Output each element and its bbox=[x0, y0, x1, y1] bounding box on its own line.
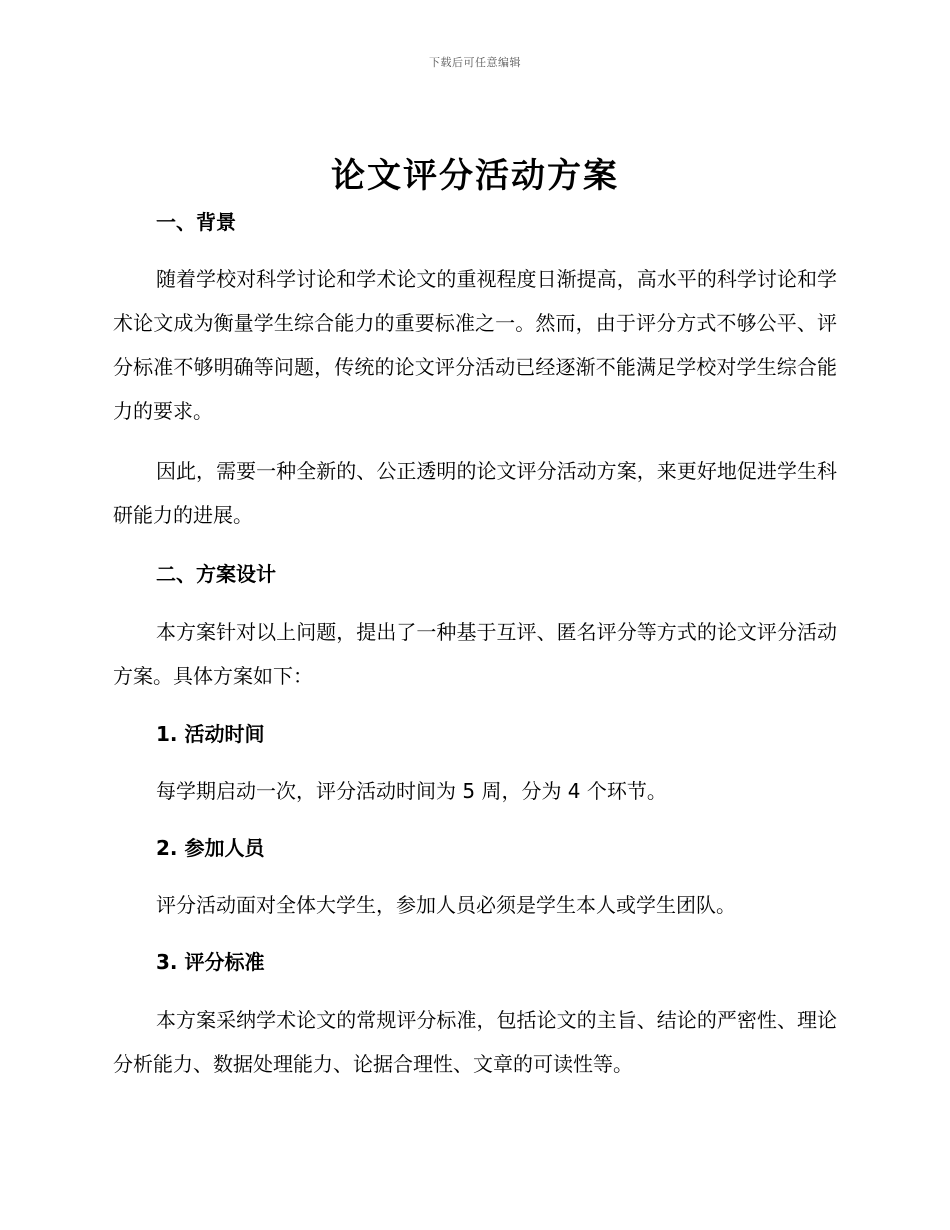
background-paragraph-2: 因此，需要一种全新的、公正透明的论文评分活动方案，来更好地促进学生科研能力的进展。 bbox=[113, 459, 837, 527]
item-text-activity-time: 每学期启动一次，评分活动时间为 5 周，分为 4 个环节。 bbox=[156, 779, 667, 803]
background-paragraph-1: 随着学校对科学讨论和学术论文的重视程度日渐提高，高水平的科学讨论和学术论文成为衡量学生综合能力的重要标准之一。然而，由于评分方式不够公平、评分标准不够明确等问题，传统的论文评分活动已经逐渐不能满足学校对学生综合能力的要求。 bbox=[113, 267, 837, 423]
item-text-scoring-criteria: 本方案采纳学术论文的常规评分标准，包括论文的主旨、结论的严密性、理论分析能力、数据处理能力、论据合理性、文章的可读性等。 bbox=[113, 1008, 837, 1076]
design-intro-paragraph: 本方案针对以上问题，提出了一种基于互评、匿名评分等方式的论文评分活动方案。具体方案如下： bbox=[113, 620, 837, 688]
section-heading-design: 二、方案设计 bbox=[156, 562, 276, 586]
item-heading-participants: 2. 参加人员 bbox=[156, 836, 265, 860]
item-heading-activity-time: 1. 活动时间 bbox=[156, 722, 265, 746]
item-heading-scoring-criteria: 3. 评分标准 bbox=[156, 950, 265, 974]
section-heading-background: 一、背景 bbox=[156, 210, 236, 234]
document-title: 论文评分活动方案 bbox=[331, 156, 619, 196]
item-text-participants: 评分活动面对全体大学生，参加人员必须是学生本人或学生团队。 bbox=[156, 893, 736, 917]
header-note: 下载后可任意编辑 bbox=[429, 56, 521, 69]
